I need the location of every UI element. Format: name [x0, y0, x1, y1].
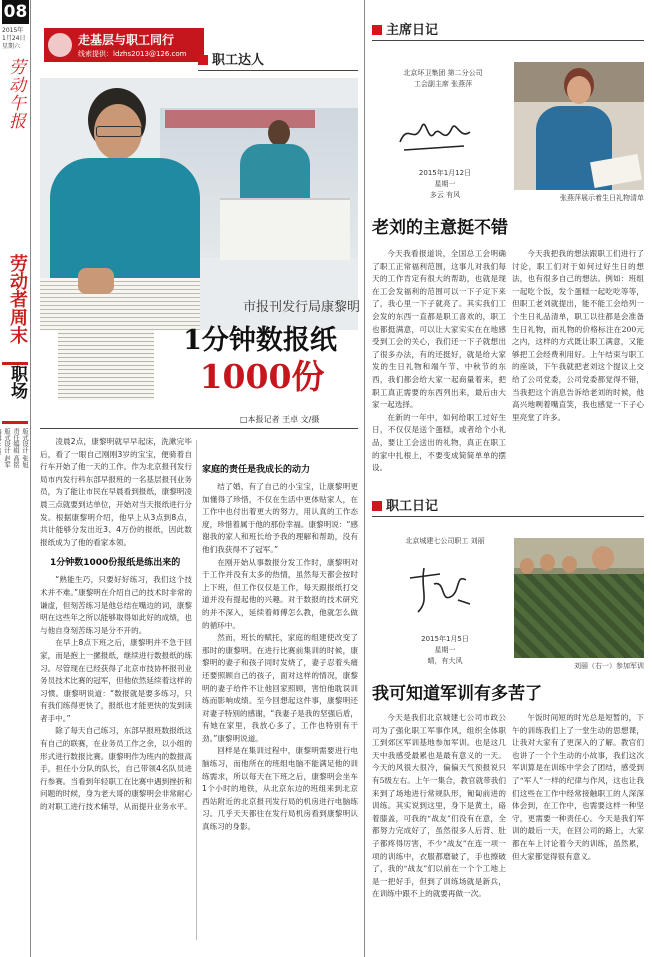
issue-weekday: 星期六: [2, 43, 21, 50]
diary-weather: 晴，有大风: [427, 657, 463, 665]
newspaper-logo: 劳动午报: [5, 58, 25, 130]
second-worker-head: [268, 120, 290, 146]
section-name: 职场: [2, 362, 28, 424]
section-tag-label: 职工达人: [212, 53, 265, 68]
section-tag-label: 职工日记: [386, 499, 439, 514]
diary2-dateline: [390, 634, 500, 667]
diary2-author: 北京城建七公司职工 刘丽: [405, 537, 485, 545]
soldier-face: [562, 556, 577, 573]
story-subhead-1: 1分钟数1000份报纸是练出来的: [50, 558, 181, 569]
main-photo: [40, 78, 358, 330]
editor-credits: [1, 428, 29, 518]
story-paragraph: 结了婚、有了自己的小宝宝，让康黎明更加懂得了珍惜，不仅在生活中更体贴家人，在工作中也付出着更大的努力，用认真的工作态度，珍惜着属于他的那份幸福。康黎明说：“感谢我的家人和班长给予我的理解和帮助，没有他们我获得不了冠军。”: [202, 482, 358, 554]
section-rule: [372, 40, 644, 41]
diary2-column-1: [372, 712, 506, 901]
story-paragraph: 回样是在集训过程中，康黎明需要进行电脑练习，而他所在的班组电脑不能满足他的训练需求，所以每天在下班之后，康黎明会坐车1个小时的地铁，从北京东边的班组来到北京西站附近的北京报刊发行局的机房进行电脑练习。几乎天天都往在发行局机房看到康黎明认真练习的身影。: [202, 746, 358, 832]
diary2-column-2: [512, 712, 644, 863]
diary1-headline: 老刘的主意挺不错: [372, 218, 508, 238]
diary-date: 2015年1月5日: [421, 635, 469, 643]
soldier-face: [540, 554, 555, 571]
woman-face: [567, 76, 591, 104]
page-number: 08: [3, 2, 28, 22]
story-paragraph: 在刚开始从事数报分发工作时，康黎明对于工作并没有太多的热情，虽然每天都会按时上下班，但工作仅仅是工作，每天跟报纸打交道并没有提起他的兴趣。对于数报的技术研究的并不深入，延续着师傅怎么教，他就怎么做的循环中。: [202, 557, 358, 630]
story-paragraph: 凌晨2点，康黎明就早早起床，洗漱完毕后，看了一眼自己刚刚3岁的宝宝，便骑着自行车开始了他一天的工作。作为北京报刊发行局市内发行科东部早报班的一名基层报刊业务员，为了能让市民在早晨看到报纸，康黎明凌晨三点就要到达单位，开始对当天报纸进行分发。根据康黎明介绍，他早上从3点到8点，共计能够分发出近3、4万份的报纸，因此数报纸成为了他的看家本领。: [40, 437, 192, 547]
story-paragraph: “熟能生巧，只要好好练习，我们这个技术并不难。”康黎明在介绍自己的技术时非常的谦虚，但刻苦练习是他总结在嘴边的词，康黎明在这些年之所以能够取得如此好的成绩，也与他自身刻苦练习是分不开的。: [40, 575, 193, 635]
diary1-caption: 张燕萍展示着生日礼物清单: [560, 194, 644, 202]
story-rule: [40, 428, 358, 429]
author-title: 工会副主席 张燕萍: [413, 80, 473, 88]
paper-stack-foreground: [58, 330, 154, 400]
diary-date: 2015年1月12日: [418, 169, 472, 177]
banner: [44, 28, 204, 62]
section-tag-worker-diary: [372, 498, 438, 516]
issue-year: 2015年: [2, 27, 24, 34]
section-tag-chairman-diary: [372, 22, 438, 40]
diary1-author: [378, 68, 508, 90]
diary-paragraph: 今天是我们北京城建七公司市政公司为了强化职工军事作风，组织全体职工到郊区军训基地参加军训。也是这几天中我感受最累也是最有意义的一天。今天的风很大很冷，偏偏天气预报说只有5级左右。上午一集合，教官就带我们来到了场地进行常规队形，匍匐前进的训练。其实说到这里，身下是黄土，硌着膝盖，可我的“战友”们没有在意，全都努力完成好了，虽然很多人后背、肚子都疼得厉害，不少“战友”在连一项一项的训练中，衣服都磨破了，手也擦破了，我的“战友”们以前在一个个工地上是一把好手，但到了训练场就是新兵，在训练中跟不上的就要再做一次。: [372, 713, 506, 899]
banner-subtitle: 线索提供：ldzhs2013@126.com: [78, 50, 187, 58]
diary2-caption: 刘丽（右一）参加军训: [574, 662, 644, 670]
story-column-2: [202, 464, 358, 834]
diary1-photo: [514, 62, 644, 190]
diary1-dateline: [390, 168, 500, 201]
margin-divider: [30, 0, 31, 957]
story-paragraph: 然而，班长的赋托，家庭的组建使改变了那时的康黎明。在进行比赛前集训的时候，康黎明的妻子和孩子同时发烧了，妻子忍着头痛还要照顾自己的孩子，面对这样的情况，康黎明的妻子给件不让他回家照顾，害怕他耽误训练而影响成绩。至今回想起这件事，康黎明还对妻子特别的感谢，“我妻子是我的坚强后盾，有她在家里，我放心多了，工作也特别有干劲。”康黎明说道。: [202, 633, 358, 743]
diary-paragraph: 今天我看报道说，全国总工会明确了职工正常福利范围，这事儿对我们每天的工作肯定有很大的帮助，也就是现在工会发福利的范围可以一下子定下来了，我心里一下子就亮了。其实我们工会发的东西一直都是职工喜欢的，职工也都挺满意，可以让大家实实在在地感受到工会的关心，我们还一下子就想出了很多办法，有的还挺好，就是给大家发的生日礼物和端午节、中秋节的东西，我们都会给大家一起商量着来，把职工真正需要的东西列出来，最后由大家一起选择。: [372, 249, 506, 410]
story-paragraph: 除了每天自己练习，东部早报班数报纸这有自己的联赛，在业务员工作之余，以小组的形式进行数报比赛。康黎明作为班内的数报高手，担任小分队的队长，自己带领4名队员进行参赛。当看到年轻职工在比赛中遇到挫折和问题的时候，身为老大哥的康黎明会非常耐心的对职工进行技术辅导，从而提升业务水平。: [40, 726, 192, 812]
section-rule: [372, 516, 644, 517]
issue-day: 1月24日: [2, 35, 26, 42]
diary1-column-1: [372, 248, 506, 475]
story-paragraph: 在早上8点下班之后，康黎明并不急于回家，而是抱上一摞报纸，继续进行数报纸的练习。尽管现在已经获得了北京市技协杯报刊业务员技术比赛的冠军，但他依然延续着这样的习惯。康黎明说道：“数报就是要多练习，只有我们练得更快了，报纸也才能更快的发到读者手中。”: [40, 638, 192, 723]
soldier-face: [520, 558, 534, 574]
banner-photo: [48, 33, 72, 57]
credit-line: 版式设计 张旭: [21, 428, 28, 468]
story-subhead-2: 家庭的责任是我成长的动力: [202, 465, 311, 475]
photo-banner: [165, 110, 315, 128]
diary-paragraph: 在新的一年中，如何给职工过好生日，不仅仅是送个蛋糕，或者给个小礼品，要让工会送出的礼物，真正在职工的家中扎根上，不要变成简简单单的摆设。: [372, 412, 506, 473]
page-divider: [364, 0, 365, 957]
column-title: 劳动者周末: [7, 254, 28, 344]
diary2-headline: 我可知道军训有多苦了: [372, 684, 542, 704]
diary-weather: 多云 有风: [429, 191, 461, 199]
section-rule: [198, 70, 358, 71]
credit-line: 责任编辑 高铭: [12, 428, 19, 468]
diary-paragraph: 午饭时间短的时光总是短暂的，下午的训练我们上了一堂生动的思想课，让我对大家有了更深入的了解。教官们也讲了一个个生动的小故事，我们这次军训算是在训练中学会了团结，感受到了“军人”一样的纪律与作风，这也让我们这些在工作中经常接触职工的人深深体会到，在工作中，也需要这样一种坚守，更需要一种责任心。今天是我们军训的最后一天，在回公司的路上，大家都在车上讨论着今天的训练，虽然累，但大家都觉得很有意义。: [512, 713, 644, 861]
column-divider: [196, 440, 197, 940]
margin-column: [0, 0, 30, 957]
banner-title: 走基层与职工同行: [78, 33, 175, 47]
author-org: 北京环卫集团 第二分公司: [403, 69, 483, 77]
diary2-photo: [514, 538, 644, 658]
story-column-1: [40, 436, 192, 814]
kicker: 市报刊发行局康黎明: [242, 300, 360, 315]
diary-weekday: 星期一: [434, 646, 456, 654]
section-tag-label: 主席日记: [386, 23, 439, 38]
diary-paragraph: 今天我把我的想法跟职工们进行了讨论，职工们对于如何过好生日的想法，也有很多自己的想法。例如：班组一起吃个饭，发个蛋糕一起吃吃等等，但职工老刘就提出，能不能工会给列一个生日礼品清单，职工以往都是会准备生日礼物，而礼物的价格标注在200元之内，这样的方式既让职工满意，又能够把工会经费利用好。上午结束与职工的座谈，下午我就把老刘这个提议上交给了公司党委，公司党委都觉得不错，当我把这个消息告诉给老刘的时候，他高兴地咧着嘴直笑，我也感觉一下子心里亮堂了许多。: [512, 249, 644, 422]
worker-hands: [78, 268, 114, 294]
headline-line-1: 1分钟数报纸: [183, 325, 337, 356]
issue-date: [2, 27, 30, 51]
headline-line-2: 1000份: [199, 357, 325, 396]
soldier-face: [592, 546, 614, 570]
signature: [394, 112, 478, 156]
credit-line: 版式设计 赵军: [3, 428, 10, 468]
signature: [400, 560, 480, 620]
byline: □本报记者 王卓 文/摄: [240, 415, 320, 424]
section-tag-workers: [198, 52, 264, 70]
credit-line: [0, 428, 1, 455]
worker-glasses: [96, 126, 142, 137]
newspaper-pile: [220, 198, 350, 260]
diary-weekday: 星期一: [434, 180, 456, 188]
diary1-column-2: [512, 248, 644, 424]
camouflage-uniforms: [514, 574, 644, 658]
